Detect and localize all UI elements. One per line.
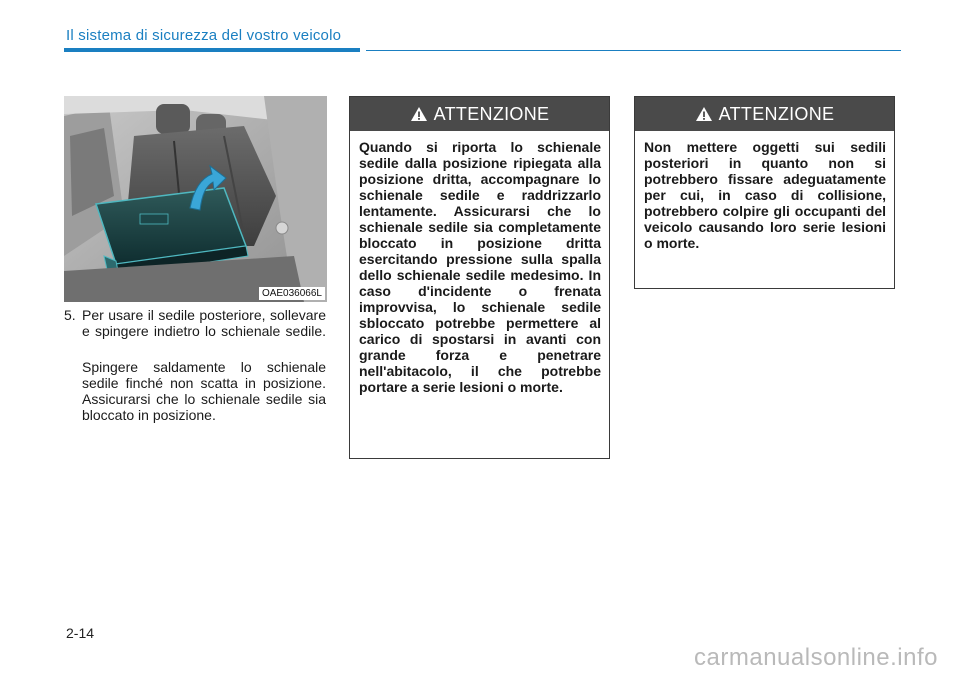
warning-text: Quando si riporta lo schienale sedile dalla posizione ripiegata alla posizione dritta, accompagnare lo schienale sedile e raddrizzarlo lentamente. Assicurarsi che lo schienale sedile sia completamente bloccato in posizione dritta esercitando pressione sulla spalla dello schienale sedile medesimo. In caso d'incidente o frenata improvvisa, lo schienale sedile sbloccato potrebbe permettere al carico di spostarsi in avanti con grande forza e penetrare nell'abitacolo, il che potrebbe portare a serie lesioni o morte. — [359, 139, 601, 395]
section-title: Il sistema di sicurezza del vostro veicolo — [66, 27, 342, 44]
warning-title: ATTENZIONE — [433, 103, 550, 124]
rear-seat-photo — [64, 96, 327, 302]
step-item — [64, 359, 326, 423]
rear-seat-illustration — [64, 96, 327, 302]
page-number: 2-14 — [66, 625, 95, 641]
step-text: Spingere saldamente lo schienale sedile finché non scatta in posizione. Assicurarsi che lo schienale sedile sia bloccato in posizione. — [82, 359, 326, 423]
warning-text: Non mettere oggetti sui sedili posteriori in quanto non si potrebbero fissare adeguatamente per cui, in caso di collisione, potrebbero colpire gli occupanti del veicolo causando loro serie lesioni o morte. — [644, 139, 886, 251]
warning-triangle-icon — [695, 106, 713, 122]
step-number: 5. — [64, 307, 76, 323]
watermark: carmanualsonline.info — [694, 644, 938, 671]
warning-title: ATTENZIONE — [718, 103, 835, 124]
step-text: Per usare il sedile posteriore, sollevare e spingere indietro lo schienale sedile. — [82, 307, 326, 339]
warning-header — [350, 97, 609, 131]
warning-box — [349, 96, 610, 459]
step-item — [64, 307, 326, 355]
warning-header — [635, 97, 894, 131]
header-accent-bar — [64, 48, 360, 52]
warning-box — [634, 96, 895, 289]
warning-triangle-icon — [410, 106, 428, 122]
figure-code: OAE036066L — [259, 287, 325, 300]
header-rule — [366, 50, 901, 51]
